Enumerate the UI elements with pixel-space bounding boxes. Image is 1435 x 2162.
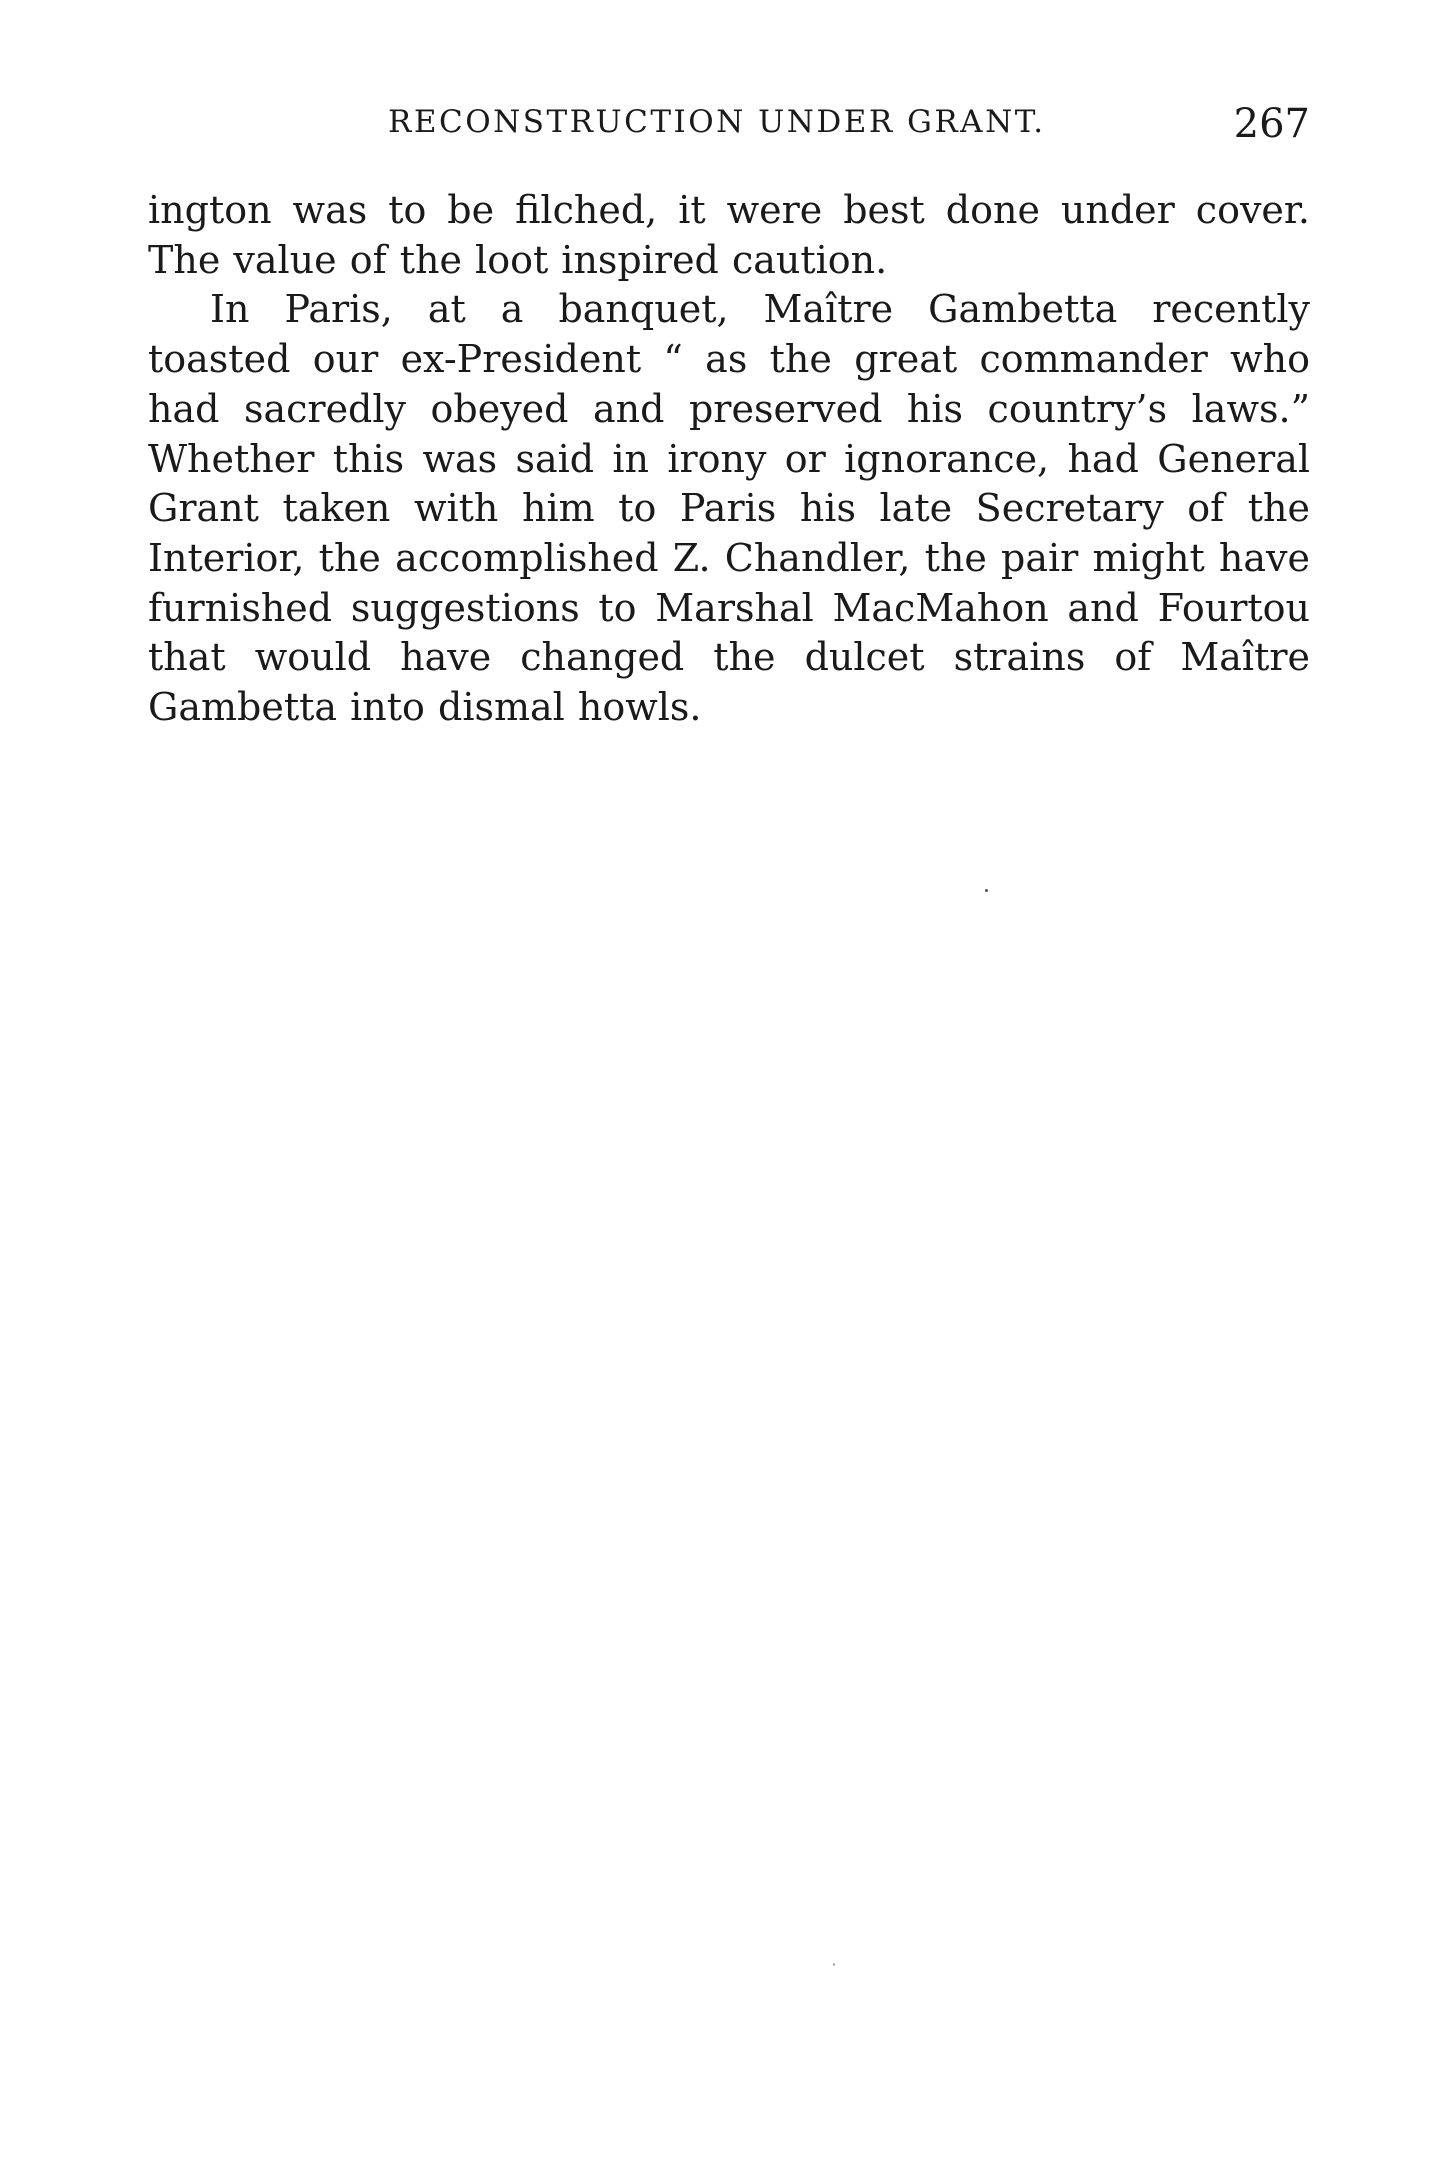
scan-speck xyxy=(833,1963,835,1966)
paragraph-continuation: ington was to be filched, it were best done under cover. The value of the loot inspired caution. xyxy=(148,188,1310,282)
running-head xyxy=(148,97,1310,147)
paragraph-gambetta: In Paris, at a banquet, Maître Gambetta recently toasted our ex-President “ as the great commander who had sacredly obeyed and preserved his country’s laws.” Whether this was said in irony or ignorance, had General Grant taken with him to Paris his late Secretary of the Interior, the accomplished Z. Chandler, the pair might have furnished suggestions to Marshal MacMahon and Fourtou that would have changed the dulcet strains of Maître Gambetta into dismal howls. xyxy=(148,287,1310,730)
body-text xyxy=(148,186,1310,733)
page-number: 267 xyxy=(1233,101,1310,147)
scan-speck xyxy=(985,889,988,892)
running-head-title: RECONSTRUCTION UNDER GRANT. xyxy=(388,104,1046,140)
